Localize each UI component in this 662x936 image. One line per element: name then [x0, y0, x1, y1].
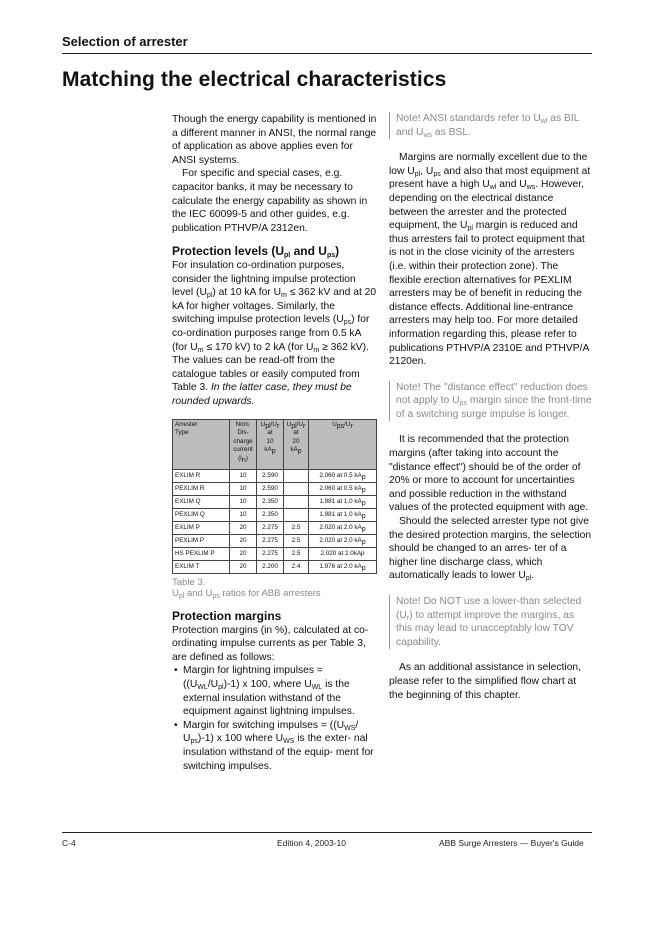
edition: Edition 4, 2003-10: [277, 838, 346, 848]
cell-nom: 20: [230, 561, 257, 574]
cell-type: EXLIM P: [173, 522, 230, 535]
protection-levels-heading: Protection levels ($U_{pl}$ and $U_{ps}$): [172, 244, 340, 260]
note-ansi: Note! ANSI standards refer to $U_{wl}$ as BIL and $U_{ws}$ as BSL.: [389, 112, 592, 139]
cell-ups: 2.020 at 2.0kAp: [309, 548, 377, 561]
cell-u10: 2.590: [257, 470, 284, 483]
cell-u10: 2.200: [257, 561, 284, 574]
cell-nom: 20: [230, 535, 257, 548]
section-title: Selection of arrester: [62, 34, 188, 49]
cell-type: HS PEXLIM P: [173, 548, 230, 561]
header-nominal-current: Nom. Dis- charge current $(I_n)$: [230, 420, 257, 470]
cell-u20: 2.5: [284, 548, 309, 561]
table-caption-title: Table 3.: [172, 577, 206, 588]
cell-nom: 10: [230, 496, 257, 509]
cell-u20: 2.4: [284, 561, 309, 574]
protection-margins-intro: Protection margins (in %), calculated at co-ordinating impulse currents as per Table 3, are defined as follows:: [172, 624, 369, 663]
page-number: C-4: [62, 838, 76, 848]
cell-u20: [284, 470, 309, 483]
table-row: [173, 470, 377, 483]
cell-type: PEXLIM Q: [173, 509, 230, 522]
page-title: Matching the electrical characteristics: [62, 68, 447, 91]
header-upl-10ka: $U_{pl}/U_r$ at 10 $kA_p$: [257, 420, 284, 470]
note-lower-ur: Note! Do NOT use a lower-than selected $(U_r)$ to attempt improve the margins, as this may lead to unacceptably low TOV capability.: [389, 595, 592, 649]
header-rule: [62, 53, 592, 54]
cell-nom: 10: [230, 509, 257, 522]
cell-ups: 2.020 at 2.0 $kA_p$: [309, 522, 377, 535]
table-row: [173, 509, 377, 522]
header-upl-20ka: $U_{pl}/U_r$ at 20 $kA_p$: [284, 420, 309, 470]
protection-margins-section: [172, 610, 378, 773]
arrester-table: [172, 419, 377, 574]
table-row: [173, 535, 377, 548]
cell-ups: 1.976 at 2.0 $kA_p$: [309, 561, 377, 574]
cell-type: PEXLIM R: [173, 483, 230, 496]
cell-u20: [284, 483, 309, 496]
left-column: [172, 113, 378, 408]
table-row: [173, 483, 377, 496]
intro-paragraph-2: For specific and special cases, e.g. capacitor banks, it may be necessary to calculate the energy capability as shown in the IEC 60099-5 and other guides, e.g. publication PTHVP/A 2312en.: [172, 168, 368, 234]
guide-title: ABB Surge Arresters — Buyer's Guide: [439, 838, 584, 848]
table-header-row: [173, 420, 377, 470]
list-item: • Margin for switching impulses = (($U_{WS}/$ $U_{ps})-1$) x 100 where $U_{WS}$ is the exter- nal insulation withstand of the equip- ment for switching impulses.: [172, 719, 378, 773]
margins-paragraph: Margins are normally excellent due to the low $U_{pl}$, $U_{ps}$ and also that most equipment at present have a high $U_{wl}$ and $U_{ws}$. However, depending on the electrical distance between the arrester and the protected equipment, the $U_{pl}$ margin is reduced and thus arresters fail to protect equipment that is not in the close vicinity of the arresters (i.e. within their protection zone). The flexible erection alternatives for PEXLIM arresters may be of benefit in reducing the distance effects. Additional line-entrance arresters may help too. For more detailed information regarding this, please refer to publications PTHVP/A 2310E and PTHVP/A 2120en.: [389, 152, 591, 368]
cell-u20: [284, 509, 309, 522]
list-item: • Margin for lightning impulses = $((U_{WL}/U_{pl})-1)$ x 100, where $U_{WL}$ is the external insulation withstand of the equipment against lightning impulses.: [172, 664, 378, 718]
protection-margins-heading: Protection margins: [172, 609, 282, 623]
cell-ups: 1.981 at 1.0 $kA_p$: [309, 496, 377, 509]
note-distance-effect: Note! The "distance effect" reduction does not apply to $U_{ps}$ margin since the front-time of a switching surge impulse is longer.: [389, 381, 592, 422]
cell-ups: 1.981 at 1.0 $kA_p$: [309, 509, 377, 522]
cell-u20: 2.5: [284, 522, 309, 535]
table-row: [173, 522, 377, 535]
cell-type: EXLIM R: [173, 470, 230, 483]
header-ups: $U_{ps}/U_r$: [309, 420, 377, 470]
margins-list: [172, 664, 378, 773]
cell-type: EXLIM T: [173, 561, 230, 574]
cell-u20: [284, 496, 309, 509]
table-row: [173, 496, 377, 509]
cell-nom: 10: [230, 483, 257, 496]
cell-u10: 2.350: [257, 509, 284, 522]
right-column: [389, 112, 592, 702]
table-row: [173, 561, 377, 574]
table-caption: $U_{pl}$ and $U_{ps}$ ratios for ABB arresters: [172, 588, 321, 600]
cell-u10: 2.275: [257, 548, 284, 561]
assistance-paragraph: As an additional assistance in selection, please refer to the simplified flow chart at the beginning of this chapter.: [389, 662, 582, 701]
cell-u10: 2.590: [257, 483, 284, 496]
recommendation-paragraph: It is recommended that the protection margins (after taking into account the "distance effect") should be of the order of 20% or more to account for uncertainties and possible reduction in the withstand values of the protected equipment with age.: [389, 434, 589, 514]
cell-ups: 2.020 at 2.0 $kA_p$: [309, 535, 377, 548]
cell-nom: 20: [230, 548, 257, 561]
intro-paragraph-1: Though the energy capability is mentioned in a different manner in ANSI, the normal range of application as above applies even for ANSI systems.: [172, 114, 377, 166]
cell-nom: 10: [230, 470, 257, 483]
header-type: Arrester Type: [173, 420, 230, 470]
cell-u10: 2.350: [257, 496, 284, 509]
cell-u20: 2.5: [284, 535, 309, 548]
selection-paragraph: Should the selected arrester type not give the desired protection margins, the selection should be changed to an arres- ter of a higher line discharge class, which automatically leads to lower $U_{pl}$.: [389, 516, 592, 583]
cell-type: EXLIM Q: [173, 496, 230, 509]
cell-nom: 20: [230, 522, 257, 535]
protection-levels-text: For insulation co-ordination purposes, consider the lightning impulse protection level $(U_{pl})$ at 10 kA for $U_m \le 362$ kV and at 20 kA for higher voltages. Similarly, the switching impulse protection levels $(U_{ps})$ for co-ordination purposes range from 0.5 kA (for $U_m \le 170$ kV) to 2 kA (for $U_m \ge 362$ kV). The values can be read-off from the catalogue tables or easily computed from Table 3. In the latter case, they must be rounded upwards.: [172, 259, 377, 407]
cell-u10: 2.275: [257, 522, 284, 535]
cell-u10: 2.275: [257, 535, 284, 548]
cell-ups: 2.060 at 0.5 $kA_p$: [309, 483, 377, 496]
cell-ups: 2.060 at 0.5 $kA_p$: [309, 470, 377, 483]
arrester-table-wrap: [172, 419, 377, 599]
cell-type: PEXLIM P: [173, 535, 230, 548]
footer-rule: [62, 832, 592, 833]
table-row: [173, 548, 377, 561]
